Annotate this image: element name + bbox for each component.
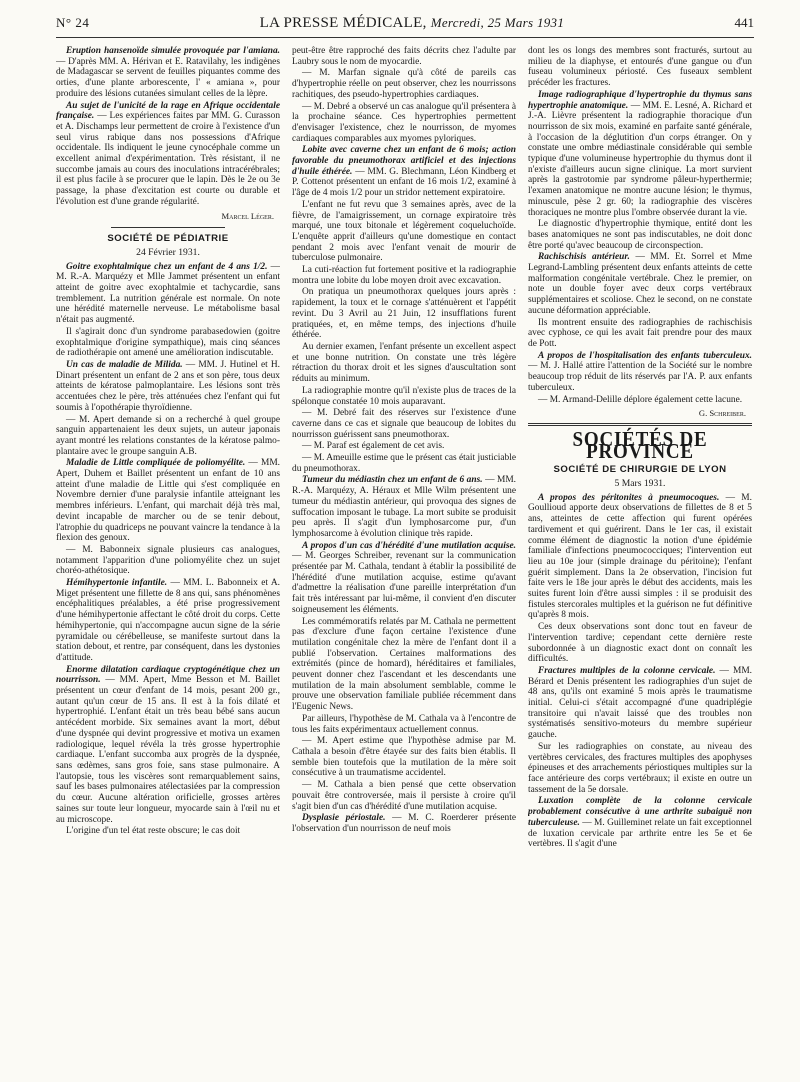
article-text: — MM. R.-A. Marquézy, A. Héraux et Mlle Wilm présentent une tumeur du médiastin antérieur, qui provoqua des signes de suffocation imposant le tubage. La mort subite se produisit peu après. Il s'agit d'un lymphosarcome pur, d'un lymphosarcome à évolution clinique très rapide. — [292, 475, 516, 539]
article-title: A propos des péritonites à pneumocoques. — [538, 492, 720, 503]
section-heading: SOCIÉTÉ DE CHIRURGIE DE LYON — [553, 464, 727, 476]
article — [56, 458, 280, 544]
article-title: Hémihypertonie infantile. — [66, 578, 168, 589]
divider — [528, 423, 752, 426]
article — [56, 578, 280, 664]
paragraph: La radiographie montre qu'il n'existe plus de traces de la spélonque constatée 10 mois auparavant. — [292, 385, 516, 407]
paragraph: — M. Debré a observé un cas analogue qu'il présentera à la prochaine séance. Ces hypertrophies permettent d'envisager l'existence, chez le nourrisson, de myomes cardiaques comparables aux myomes pyloriques. — [292, 101, 516, 144]
article-title: Rachischisis antérieur. — [538, 252, 630, 263]
page-number: 441 — [734, 15, 754, 30]
paragraph: Ils montrent ensuite des radiographies de rachischisis avec cyphose, ce qui les avait fait prendre pour des maux de Pott. — [528, 317, 752, 349]
article-text: — D'après MM. A. Hérivan et E. Ratavilahy, les indigènes de Madagascar se servent de feuilles piquantes comme des orties, d'une plante arborescente, l' « amiana », pour produire des lésions cutanées simulant celles de la lèpre. — [56, 56, 280, 99]
section-date: 24 Février 1931. — [136, 246, 200, 258]
article-text: — MM. L. Babonneix et A. Miget présentent une fillette de 8 ans qui, sans phénomènes encéphalitiques préalables, a été prise progressivement d'une hémihypertonie affectant le côté droit du corps. Cette hémihypertonie, qui n'accompagne aucun signe de la série pyramidale ou cérébelleuse, se manifeste surtout dans la station debout, et rentre, par conséquent, dans les dystonies d'attitude. — [56, 578, 280, 663]
article — [528, 796, 752, 850]
paragraph: L'enfant ne fut revu que 3 semaines après, avec de la fièvre, de l'amaigrissement, un cornage expiratoire très marqué, une toux bitonale et légèrement coqueluchoïde. L'enquête apprit d'ailleurs qu'une domestique en contact pendant 2 mois avec l'enfant venait de mourir de tuberculose pulmonaire. — [292, 199, 516, 264]
paragraph: — M. Cathala a bien pensé que cette observation pouvait être controversée, mais il persiste à croire qu'il s'agit bien d'un cas d'hérédité d'une mutilation acquise. — [292, 780, 516, 812]
column-3 — [528, 46, 752, 1082]
article-title: Un cas de maladie de Milida. — [66, 359, 183, 370]
article-title: A propos de l'hospitalisation des enfants tuberculeux. — [538, 350, 752, 361]
journal-title: LA PRESSE MÉDICALE, — [259, 15, 427, 31]
paragraph: — M. Babonneix signale plusieurs cas analogues, notamment l'apparition d'une poliomyélite chez un sujet choréo-athétosique. — [56, 544, 280, 577]
section-date: 5 Mars 1931. — [614, 478, 666, 490]
article-title: Au sujet de l'unicité de la rage en Afrique occidentale française. — [56, 100, 280, 122]
article — [292, 813, 516, 834]
signature: G. Schreiber. — [698, 408, 746, 419]
paragraph: — M. Paraf est également de cet avis. — [302, 441, 445, 452]
article-text: — M. R.-A. Marquézy et Mlle Jammet présentent un enfant atteint de goitre avec exophtalmie et tachycardie, sans tremblement. La nutrition générale est normale. On note une hérédité maternelle nerveuse. Le métabolisme basal n'était pas augmenté. — [56, 261, 280, 326]
paragraph: La cuti-réaction fut fortement positive et la radiographie montra une lobite du lobe moyen droit avec excavation. — [292, 265, 516, 286]
paragraph: dont les os longs des membres sont fracturés, surtout au milieu de la diaphyse, et entourés d'une gangue ou d'un fuseau volumineux périosté. Ces fuseaux semblent précéder les fractures. — [528, 46, 752, 89]
paragraph: Au dernier examen, l'enfant présente un excellent aspect et une bonne nutrition. On constate une très légère rétraction du thorax droit et les signes d'auscultation sont réduits au minimum. — [292, 341, 516, 385]
paragraph: Les commémoratifs relatés par M. Cathala ne permettent pas d'exclure d'une façon certaine l'existence d'une mutilation congénitale chez la mère de l'enfant dont il a publié l'observation. Certaines malformations des extrémités (pince de homard), héréditaires et familiales, peuvent donner chez l'ascendant et les descendants une mutilation de la main absolument semblable, comme le prouve une observation familiale publiée récemment dans l'Eugenic News. — [292, 616, 516, 713]
article-text: — MM. Bérard et Denis présentent les radiographies d'un sujet de 48 ans, qu'ils ont examiné 5 mois après le traumatisme initial. Celui-ci s'était accompagné d'une quadriplégie transitoire qui n'avait laissé que des troubles non systématisés sensitivo-moteurs du membre supérieur gauche. — [528, 665, 752, 741]
article-text: — M. C. Roerderer présente l'observation d'un nourrisson de neuf mois — [292, 813, 516, 834]
article-text: — M. Guilleminet relate un fait exceptionnel de luxation cervicale par arthrite entre les 5e et 6e vertèbres. Il s'agit d'une — [528, 817, 752, 850]
column-1 — [56, 46, 280, 1082]
paragraph: On pratiqua un pneumothorax quelques jours après : rapidement, la toux et le cornage s'atténuèrent et l'appétit revint. Du 3 Avril au 21 Juin, 12 insufflations furent pratiquées, et, en même temps, des injections d'huile éthérée. — [292, 287, 516, 341]
paragraph: Il s'agirait donc d'un syndrome parabasedowien (goitre exophtalmique d'origine sympathique), mais cinq séances de radiothérapie ont amené une amélioration indiscutable. — [56, 326, 280, 359]
article-text: — Les expériences faites par MM. G. Curasson et A. Dischamps leur permettent de croire à l'existence d'un seul virus rabique dans nos possessions d'Afrique occidentale. Ils indiquent le jeune cynocéphale comme un excellent animal d'expérimentation. Très résistant, il ne succombe jamais au cours des inoculations intracérébrales; il est plus facile à se procurer que le lapin. Dès le 2e ou 3e passage, la phase d'excitation est courte ou durable et l'évolution est d'une grande régularité. — [56, 111, 280, 207]
article-title: Image radiographique d'hypertrophie du thymus sans hypertrophie anatomique. — [528, 89, 752, 111]
article-title: Luxation complète de la colonne cervicale probablement consécutive à une arthrite subaiguë non tuberculeuse. — [528, 796, 752, 828]
paragraph: — M. Apert estime que l'hypothèse admise par M. Cathala a besoin d'être étayée sur des faits bien établis. Il semble bien toutefois que la mutilation de la mère soit consécutive à un traumatisme accidentel. — [292, 736, 516, 779]
major-section-heading: SOCIÉTÉS DE PROVINCE — [572, 428, 708, 464]
section-heading: SOCIÉTÉ DE PÉDIATRIE — [107, 233, 229, 245]
paragraph: — M. Marfan signale qu'à côté de pareils cas d'hypertrophie réelle on peut observer, chez les nourrissons rachitiques, des pseudo-hypertrophies cardiaques. — [292, 68, 516, 100]
article-text: — MM. Apert, Mme Besson et M. Baillet présentent un cœur d'enfant de 14 mois, pesant 200 gr., autant qu'un cœur de 15 ans. Il est à la fois dilaté et hypertrophié. L'enfant était un très beau bébé sans aucun antécédent morbide. Six semaines avant la mort, début d'une dyspnée qui devint progressive et motiva un examen radiologique, lequel révéla la très grosse hypertrophie cardiaque. L'enfant succomba aux progrès de la dyspnée, sans œdèmes, sans gros foie, sans stase pulmonaire. A l'autopsie, tous les viscères sont remarquablement sains, sauf les bases pulmonaires atélectasiées par la compression du cœur. Aucune altération orificielle, grosses artères saines sur toute leur longueur, myocarde sain à l'œil nu et au microscope. — [56, 675, 280, 825]
article-title: A propos d'un cas d'hérédité d'une mutilation acquise. — [302, 540, 516, 551]
article-title: Enorme dilatation cardiaque cryptogénétique chez un nourrisson. — [56, 664, 280, 686]
paragraph: — M. Debré fait des réserves sur l'existence d'une caverne dans ce cas et signale que beaucoup de lobites du nourrisson guérissent sans pneumothorax. — [292, 408, 516, 440]
article-title: Tumeur du médiastin chez un enfant de 6 ans. — [302, 475, 483, 486]
article-title: Maladie de Little compliquée de poliomyélite. — [66, 458, 246, 469]
column-2 — [292, 46, 516, 1082]
paragraph: peut-être être rapproché des faits décrits chez l'adulte par Laubry sous le nom de myocardie. — [292, 46, 516, 67]
article — [292, 475, 516, 539]
article-text: — MM. Et. Sorrel et Mme Legrand-Lambling présentent deux enfants atteints de cette malformation congénitale vertébrale. Chez le premier, on note un double foyer avec deux corps vertébraux supplémentaires et scoliose. Chez le second, on ne constate aucune déformation appréciable. — [528, 252, 752, 316]
issue-number: N° 24 — [56, 15, 90, 30]
article-text: — M. J. Hallé attire l'attention de la Société sur le nombre beaucoup trop réduit de lits réservés par l'A. P. aux enfants tuberculeux. — [528, 361, 752, 393]
page-header — [56, 15, 754, 38]
article — [528, 90, 752, 218]
article — [292, 145, 516, 199]
divider — [111, 227, 225, 228]
article — [56, 101, 280, 208]
article — [528, 666, 752, 741]
paragraph: Par ailleurs, l'hypothèse de M. Cathala va à l'encontre de tous les faits expérimentaux actuellement connus. — [292, 713, 516, 735]
article — [292, 541, 516, 616]
issue-date: Mercredi, 25 Mars 1931 — [430, 15, 565, 30]
paragraph: — M. Apert demande si on a recherché à quel groupe sanguin appartenaient les deux sujets, un auteur japonais ayant montré les relations constantes de la kératose palmo-plantaire avec le groupe sanguin A.B. — [56, 414, 280, 457]
article-title: Eruption hansenoïde simulée provoquée par l'amiana. — [66, 46, 280, 56]
article — [528, 493, 752, 621]
paragraph: — M. Armand-Delille déplore également cette lacune. — [538, 394, 743, 405]
paragraph: Le diagnostic d'hypertrophie thymique, entité dont les bases anatomiques ne sont pas indiscutables, ne doit donc être porté qu'avec beaucoup de circonspection. — [528, 219, 752, 251]
article-title: Fractures multiples de la colonne cervicale. — [538, 665, 716, 676]
article-text: — MM. Apert, Duhem et Baillet présentent un enfant de 10 ans atteint d'une maladie de Little qui s'est compliquée en Novembre dernier d'une paralysie infantile atteignant les membres inférieurs. L'enfant, qui marchait déjà très mal, devint incapable de marcher ou de se tenir debout, l'atrophie du quadriceps ne pouvant vaincre la tendance à la flexion des genoux. — [56, 458, 280, 544]
article-text: — M. Goullioud apporte deux observations de fillettes de 8 et 5 ans, atteintes de cette affection qui furent opérées tardivement et qui guérirent. Dans le 1er cas, il existait comme élément de diagnostic la notion d'une épidémie familiale d'infections pneumococciques; l'intervention eut lieu au 10e jour (simple drainage du péritoine); l'enfant guérit simplement. Dans la 2e observation, l'incision fut faite vers le 18e jour après le début des accidents, mais les suites furent loin d'être aussi simples : il se produisit des fistules stercorales multiples et la guérison ne fut définitive qu'après 8 mois. — [528, 492, 752, 621]
article — [528, 351, 752, 394]
article-text: — MM. E. Lesné, A. Richard et J.-A. Lièvre présentent la radiographie thoracique d'un nourrisson de six mois, examiné en parfaite santé générale, à l'occasion de la déglutition d'un corps étranger. On y constate une ombre médiastinale considérable qui semble typique d'une volumineuse hypertrophie du thymus dont il n'existe d'ailleurs aucun signe clinique. La mort survient après la gastrotomie par syndrome pâleur-hyperthermie; l'examen anatomique ne montre aucune lésion; le thymus, minuscule, pèse 2 gr. 60; la radiographie des viscères thoraciques ne montre plus l'ombre observée durant la vie. — [528, 100, 752, 218]
masthead — [259, 15, 565, 31]
article — [56, 262, 280, 326]
paragraph: Sur les radiographies on constate, au niveau des vertèbres cervicales, des fractures multiples des apophyses épineuses et des arrachements périostiques multiples sur la face antérieure des corps vertébraux; il existe en outre un tassement de la 5e dorsale. — [528, 741, 752, 795]
article-title: Dysplasie périostale. — [302, 813, 386, 824]
article — [56, 360, 280, 414]
article — [528, 252, 752, 316]
article — [56, 665, 280, 826]
paragraph: L'origine d'un tel état reste obscure; le cas doit — [66, 826, 241, 837]
paragraph: Ces deux observations sont donc tout en faveur de l'intervention tardive; cependant cette dernière reste subordonnée à un diagnostic exact dont on connaît les difficultés. — [528, 622, 752, 665]
signature: Marcel Léger. — [221, 210, 274, 221]
article-text: — M. Georges Schreiber, revenant sur la communication présentée par M. Cathala, tendant à établir la possibilité de l'hérédité d'une mutilation acquise, estime qu'avant d'admettre la réalisation d'une pareille interprétation d'un fait très intéressant par lui-même, il convient d'en discuter soigneusement les éléments. — [292, 551, 516, 615]
article-title: Goitre exophtalmique chez un enfant de 4 ans 1/2. — [66, 261, 268, 272]
paragraph: — M. Ameuille estime que le présent cas était justiciable du pneumothorax. — [292, 453, 516, 474]
article — [56, 46, 280, 100]
article-text: — MM. J. Hutinel et H. Dinart présentent un enfant de 2 ans et son père, tous deux atteints de kératose palmoplantaire. Les lésions sont très accentuées chez le père, très atténuées chez l'enfant qui fut soumis à l'opothérapie thyroïdienne. — [56, 359, 280, 413]
article-title: Lobite avec caverne chez un enfant de 6 mois; action favorable du pneumothorax artificiel et des injections d'huile éthérée. — [292, 145, 516, 177]
article-text: — MM. G. Blechmann, Léon Kindberg et P. Cottenot présentent un enfant de 16 mois 1/2, examiné à l'âge de 4 mois 1/2 pour un stridor nettement expiratoire. — [292, 166, 516, 199]
